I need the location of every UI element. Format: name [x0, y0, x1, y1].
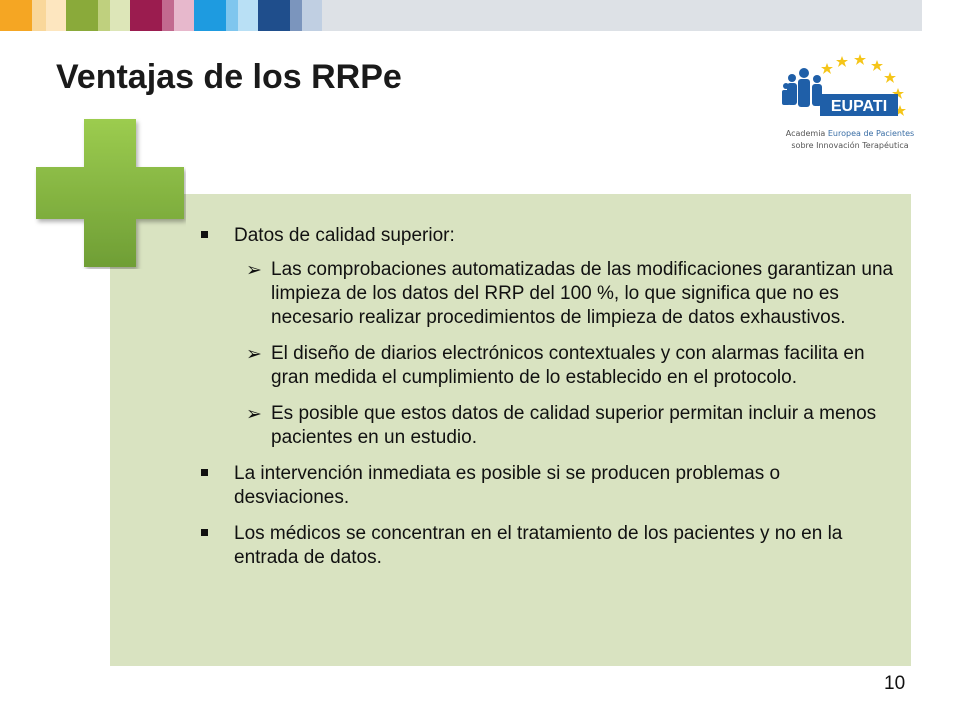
- top-bar-segment: [110, 0, 130, 31]
- logo-caption-line1: [770, 128, 930, 140]
- bullet-item: [110, 522, 894, 570]
- eupati-logo: [770, 48, 930, 158]
- people-icon: [782, 68, 822, 107]
- logo-caption: [770, 128, 930, 152]
- top-bar-segment: [290, 0, 302, 31]
- sub-bullet-item: [110, 258, 901, 330]
- sub-bullet-item: [110, 342, 901, 390]
- square-bullet-icon: [201, 231, 208, 238]
- arrow-bullet-icon: ➢: [246, 343, 262, 365]
- top-bar-segment: [32, 0, 46, 31]
- top-bar-segment: [258, 0, 290, 31]
- top-bar-segment: [322, 0, 922, 31]
- arrow-bullet-icon: ➢: [246, 259, 262, 281]
- logo-caption-academia: Academia: [785, 129, 828, 138]
- top-bar-segment: [238, 0, 258, 31]
- slide-content: [110, 224, 911, 582]
- top-bar-segment: [226, 0, 238, 31]
- eupati-logo-graphic: [770, 48, 930, 126]
- arrow-bullet-icon: ➢: [246, 403, 262, 425]
- logo-caption-line2: sobre Innovación Terapéutica: [791, 141, 909, 150]
- sub-bullet-text: Las comprobaciones automatizadas de las modificaciones garantizan una limpieza de los datos del RRP del 100 %, lo que significa que no es necesario realizar procedimientos de limpieza de datos exhaustivos.: [271, 259, 894, 328]
- slide-title: Ventajas de los RRPe: [56, 58, 402, 96]
- top-bar-segment: [46, 0, 66, 31]
- square-bullet-icon: [201, 469, 208, 476]
- top-bar-segment: [302, 0, 322, 31]
- sub-bullet-text: El diseño de diarios electrónicos contextuales y con alarmas facilita en gran medida el cumplimiento de lo establecido en el protocolo.: [271, 343, 865, 388]
- bullet-text: La intervención inmediata es posible si se producen problemas o desviaciones.: [234, 463, 781, 508]
- square-bullet-icon: [201, 529, 208, 536]
- bullet-text: Datos de calidad superior:: [234, 225, 455, 246]
- top-color-bar: [0, 0, 960, 31]
- logo-name: EUPATI: [830, 98, 888, 115]
- sub-bullet-text: Es posible que estos datos de calidad superior permitan incluir a menos pacientes en un estudio.: [271, 403, 877, 448]
- logo-caption-europea: Europea de Pacientes: [827, 129, 915, 138]
- top-bar-segment: [162, 0, 174, 31]
- page-number: 10: [884, 673, 906, 694]
- top-bar-segment: [66, 0, 98, 31]
- sub-bullet-item: [110, 402, 901, 450]
- bullet-item: [110, 462, 894, 510]
- top-bar-segment: [130, 0, 162, 31]
- top-bar-segment: [194, 0, 226, 31]
- bullet-text: Los médicos se concentran en el tratamiento de los pacientes y no en la entrada de datos.: [234, 523, 843, 568]
- top-bar-segment: [98, 0, 110, 31]
- top-bar-segment: [0, 0, 32, 31]
- top-bar-segment: [174, 0, 194, 31]
- bullet-item: [110, 224, 894, 248]
